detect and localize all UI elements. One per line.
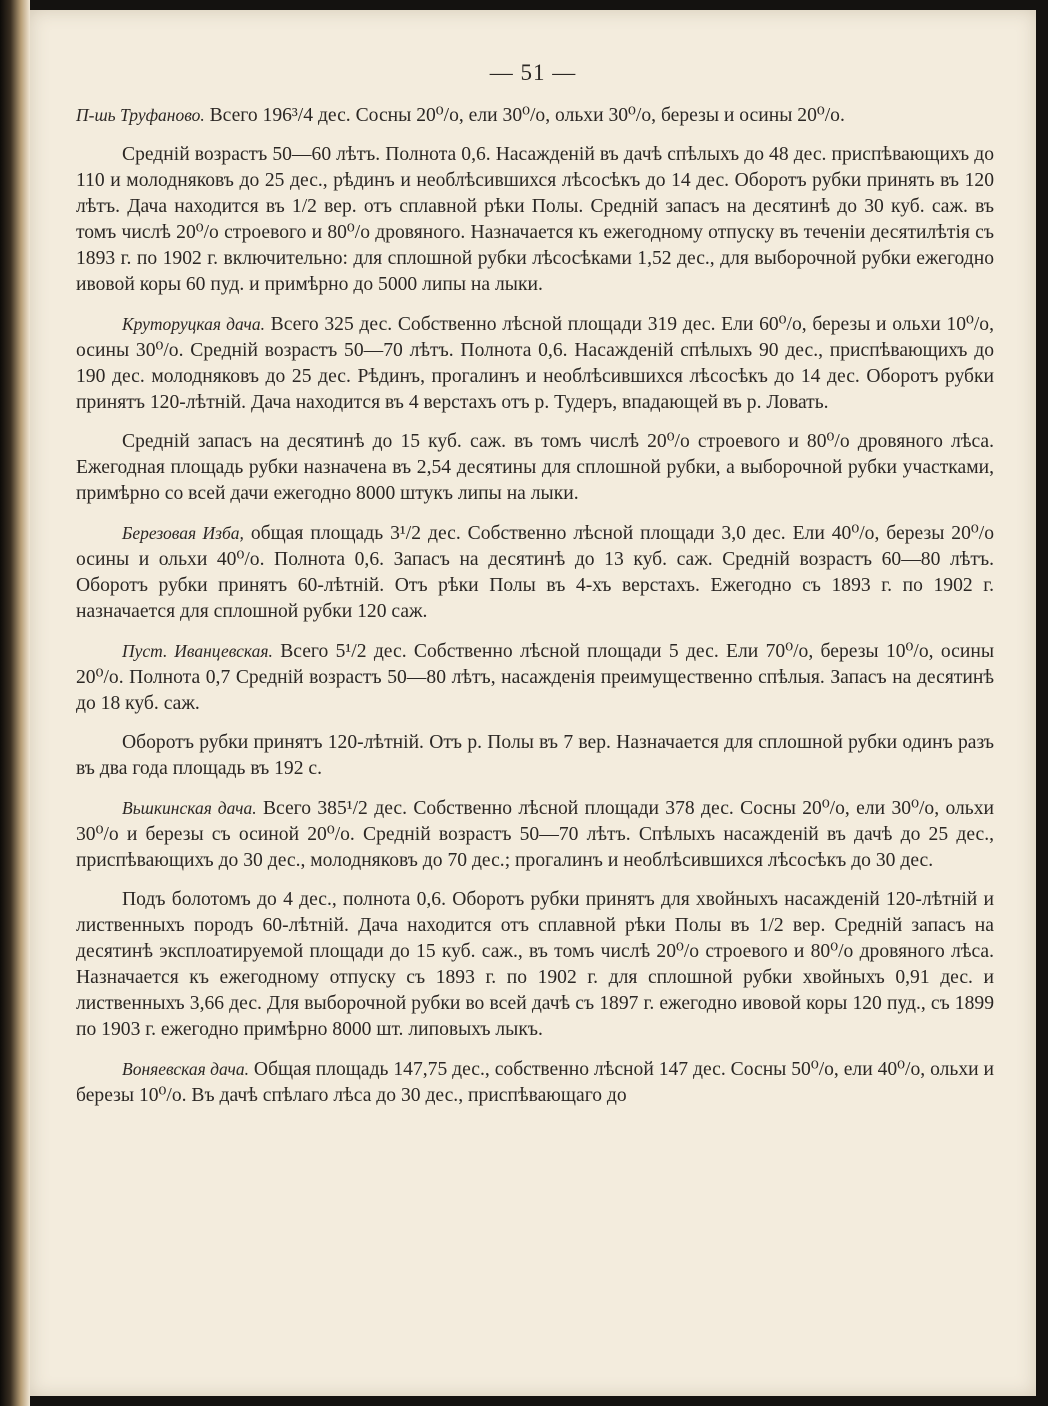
text-body bbox=[76, 102, 994, 1122]
section-name: Вьшкинская дача. bbox=[122, 798, 257, 818]
paragraph-vyshkinskaya-details bbox=[76, 887, 994, 1043]
section-name: Пуст. Иванцевская. bbox=[122, 641, 273, 661]
paragraph-trufanovo bbox=[76, 102, 994, 129]
section-name: Березовая Изба, bbox=[122, 523, 244, 543]
section-name: Круторуцкая дача. bbox=[122, 314, 265, 334]
page-number: — 51 — bbox=[489, 60, 577, 85]
paragraph-berezovaya-izba bbox=[76, 520, 994, 625]
paragraph-text: Всего 385¹/2 дес. Собственно лѣсной площади 378 дес. Сосны 20⁰/о, ели 30⁰/о, ольхи 30⁰/о и березы съ осиной 20⁰/о. Среднiй возрастъ 50—70 лѣтъ. Спѣлыхъ насажденiй въ дачѣ до 25 дес., приспѣвающихъ до 30 дес., молодняковъ до 70 дес.; прогалинъ и необлѣсившихся лѣсосѣкъ до 30 дес. bbox=[76, 798, 994, 871]
paragraph-ivantsevskaya-cutting bbox=[76, 730, 994, 782]
paragraph-text: Подъ болотомъ до 4 дес., полнота 0,6. Оборотъ рубки принятъ для хвойныхъ насажденiй 120-лѣтнiй и лиственныхъ породъ 60-лѣтнiй. Дача находится отъ сплавной рѣки Полы въ 1/2 вер. Среднiй запасъ на десятинѣ эксплоатируемой площади до 15 куб. саж., въ томъ числѣ 20⁰/о строевого и 80⁰/о дровяного лѣса. Назначается къ ежегодному отпуску съ 1893 г. по 1902 г. для сплошной рубки хвойныхъ 0,91 дес. и лиственныхъ 3,66 дес. Для выборочной рубки во всей дачѣ съ 1897 г. ежегодно ивовой коры 120 пуд., съ 1899 по 1903 г. ежегодно примѣрно 8000 шт. липовыхъ лыкъ. bbox=[76, 889, 994, 1040]
paragraph-vyshkinskaya bbox=[76, 795, 994, 874]
paragraph-text: Всего 196³/4 дес. Сосны 20⁰/о, ели 30⁰/о, ольхи 30⁰/о, березы и осины 20⁰/о. bbox=[204, 105, 845, 126]
paragraph-text: Среднiй возрастъ 50—60 лѣтъ. Полнота 0,6. Насажденiй въ дачѣ спѣлыхъ до 48 дес. приспѣвающихъ до 110 и молодняковъ до 25 дес., рѣдинъ и необлѣсившихся лѣсосѣкъ до 14 дес. Оборотъ рубки принять въ 120 лѣтъ. Дача находится въ 1/2 вер. отъ сплавной рѣки Полы. Среднiй запасъ на десятинѣ до 30 куб. саж. въ томъ числѣ 20⁰/о строевого и 80⁰/о дровяного. Назначается къ ежегодному отпуску въ теченiи десятилѣтiя съ 1893 г. по 1902 г. включительно: для сплошной рубки лѣсосѣками 1,52 дес., для выборочной рубки ежегодно ивовой коры 60 пуд. и примѣрно до 5000 липы на лыки. bbox=[76, 144, 994, 295]
book-spine-shadow bbox=[0, 0, 30, 1406]
paragraph-ivantsevskaya bbox=[76, 638, 994, 717]
paragraph-text: Всего 325 дес. Собственно лѣсной площади 319 дес. Ели 60⁰/о, березы и ольхи 10⁰/о, осины 30⁰/о. Среднiй возрастъ 50—70 лѣтъ. Полнота 0,6. Насажденiй спѣлыхъ 90 дес., приспѣвающихъ до 190 дес. молодняковъ до 25 дес. Рѣдинъ, прогалинъ и необлѣсившихся лѣсосѣкъ до 14 дес. Оборотъ рубки принятъ 120-лѣтнiй. Дача находится въ 4 верстахъ отъ р. Тудеръ, впадающей въ р. Ловать. bbox=[76, 314, 994, 413]
section-name: Воняевская дача. bbox=[122, 1059, 250, 1079]
paragraph-text: Общая площадь 147,75 дес., собственно лѣсной 147 дес. Сосны 50⁰/о, ели 40⁰/о, ольхи и березы 10⁰/о. Въ дачѣ спѣлаго лѣса до 30 дес., приспѣвающаго до bbox=[76, 1059, 994, 1106]
paragraph-text: Среднiй запасъ на десятинѣ до 15 куб. саж. въ томъ числѣ 20⁰/о строевого и 80⁰/о дровяного лѣса. Ежегодная площадь рубки назначена въ 2,54 десятины для сплошной рубки, а выборочной рубки участками, примѣрно со всей дачи ежегодно 8000 штукъ липы на лыки. bbox=[76, 431, 994, 504]
paragraph-krutorutskaya bbox=[76, 311, 994, 416]
paragraph-text: общая площадь 3¹/2 дес. Собственно лѣсной площади 3,0 дес. Ели 40⁰/о, березы 20⁰/о осины и ольхи 40⁰/о. Полнота 0,6. Запасъ на десятинѣ до 13 куб. саж. Среднiй возрастъ 60—80 лѣтъ. Оборотъ рубки принятъ 60-лѣтнiй. Отъ рѣки Полы въ 4-хъ верстахъ. Ежегодно съ 1893 г. по 1902 г. назначается для сплошной рубки 120 саж. bbox=[76, 523, 994, 622]
section-name: П-шь Труфаново. bbox=[76, 105, 205, 125]
paragraph-text: Всего 5¹/2 дес. Собственно лѣсной площади 5 дес. Ели 70⁰/о, березы 10⁰/о, осины 20⁰/о. Полнота 0,7 Среднiй возрастъ 50—80 лѣтъ, насажденiя преимущественно спѣлыя. Запасъ на десятинѣ до 18 куб. саж. bbox=[76, 641, 994, 714]
paragraph-text: Оборотъ рубки принятъ 120-лѣтнiй. Отъ р. Полы въ 7 вер. Назначается для сплошной рубки одинъ разъ въ два года площадь въ 192 с. bbox=[76, 732, 994, 779]
paragraph-vonyaevskaya bbox=[76, 1056, 994, 1109]
paragraph-trufanovo-details bbox=[76, 142, 994, 298]
document-page bbox=[30, 10, 1036, 1396]
paragraph-krutorutskaya-stock bbox=[76, 429, 994, 507]
